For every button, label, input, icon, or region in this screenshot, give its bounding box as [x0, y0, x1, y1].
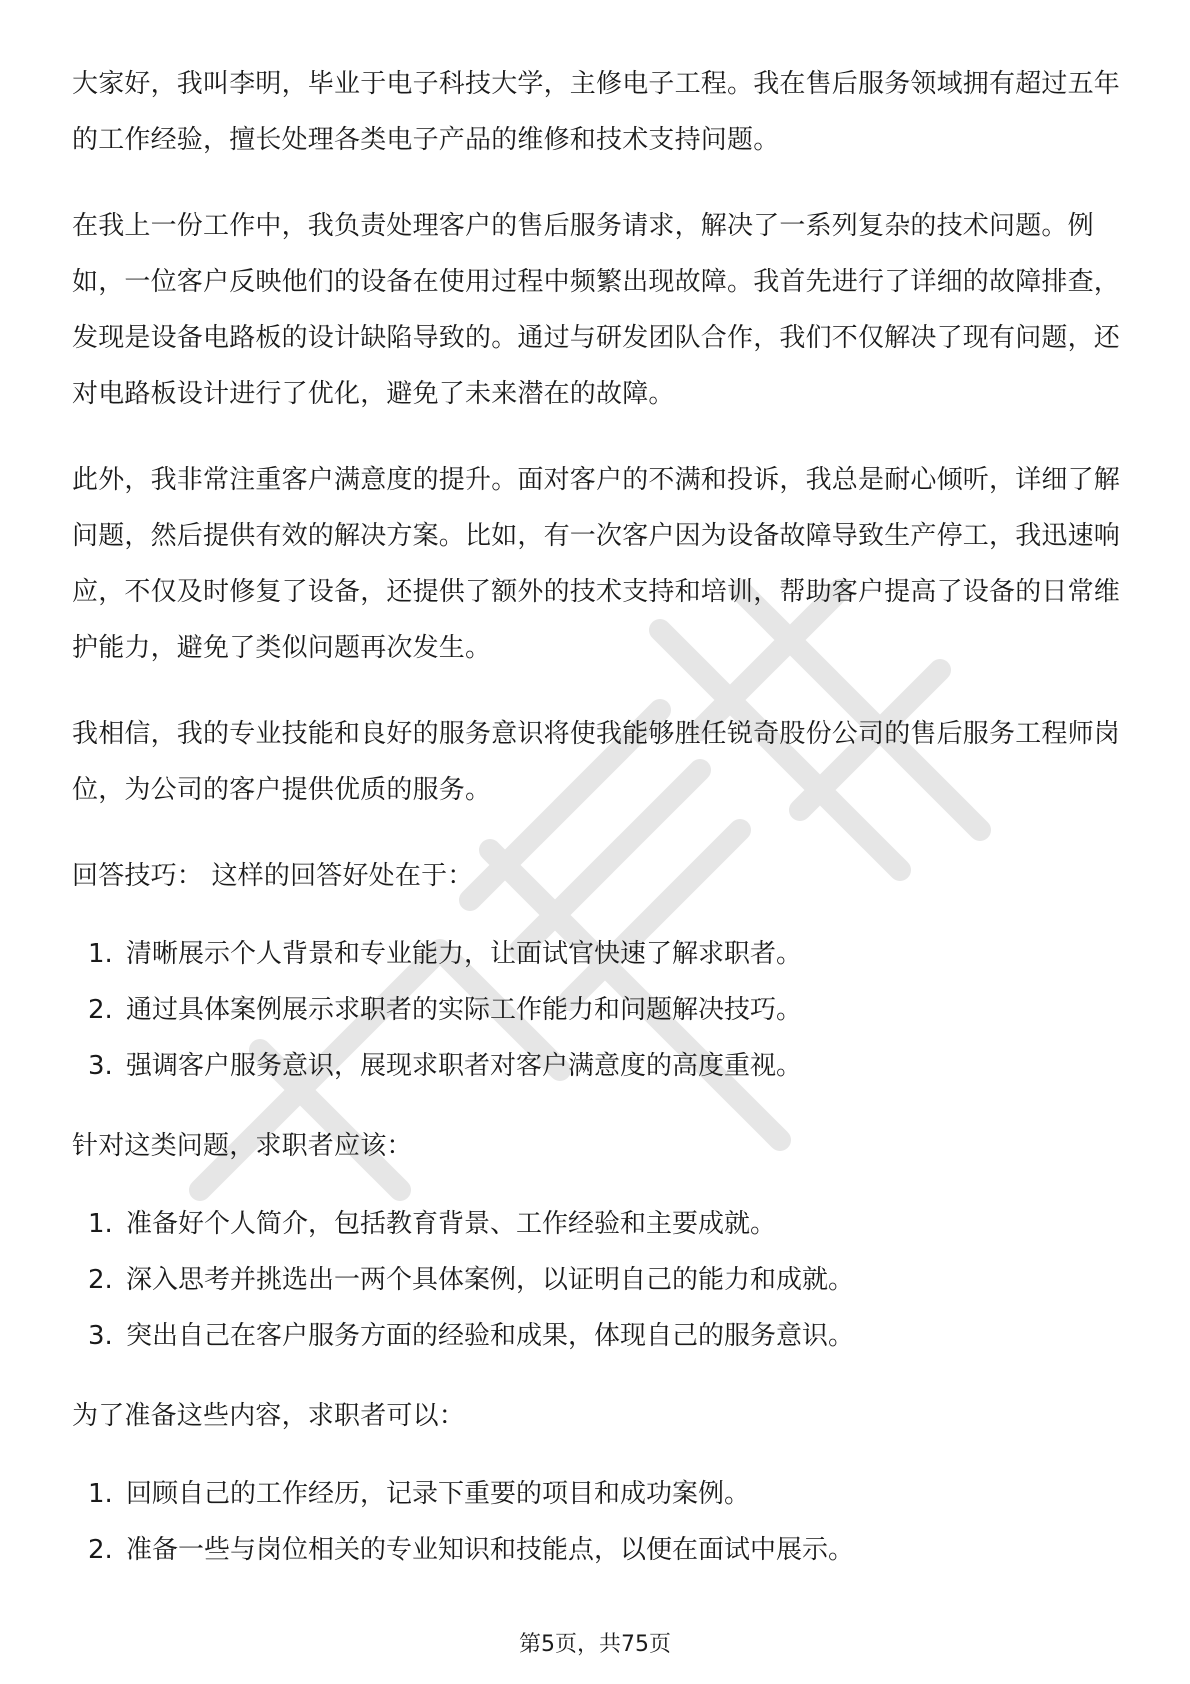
list-number: 1.: [88, 1209, 113, 1239]
list-text: 准备一些与岗位相关的专业知识和技能点，以便在面试中展示。: [126, 1535, 855, 1565]
list-number: 3.: [88, 1321, 113, 1351]
list-text: 回顾自己的工作经历，记录下重要的项目和成功案例。: [126, 1479, 751, 1509]
list-text: 清晰展示个人背景和专业能力，让面试官快速了解求职者。: [126, 939, 803, 969]
document-body: [72, 56, 1122, 1602]
list-number: 2.: [88, 1265, 113, 1295]
list-number: 1.: [88, 939, 113, 969]
list-item: [88, 1038, 1122, 1094]
list-number: 3.: [88, 1051, 113, 1081]
prepare-heading: 为了准备这些内容，求职者可以：: [72, 1401, 466, 1431]
list-number: 2.: [88, 995, 113, 1025]
list-text: 深入思考并挑选出一两个具体案例，以证明自己的能力和成就。: [126, 1265, 855, 1295]
paragraph-intro: 大家好，我叫李明，毕业于电子科技大学，主修电子工程。我在售后服务领域拥有超过五年的工作经验，擅长处理各类电子产品的维修和技术支持问题。: [72, 69, 1121, 155]
page-number: 第5页，共75页: [519, 1632, 671, 1657]
prepare-list: [72, 1466, 1122, 1578]
list-text: 突出自己在客户服务方面的经验和成果，体现自己的服务意识。: [126, 1321, 855, 1351]
tips-heading: 回答技巧： 这样的回答好处在于：: [72, 861, 474, 891]
list-item: [88, 982, 1122, 1038]
list-item: [88, 1466, 1122, 1522]
tips-list: [72, 926, 1122, 1094]
paragraph-satisfaction: 此外，我非常注重客户满意度的提升。面对客户的不满和投诉，我总是耐心倾听，详细了解问题，然后提供有效的解决方案。比如，有一次客户因为设备故障导致生产停工，我迅速响应，不仅及时修复了设备，还提供了额外的技术支持和培训，帮助客户提高了设备的日常维护能力，避免了类似问题再次发生。: [72, 465, 1121, 663]
paragraph-experience: 在我上一份工作中，我负责处理客户的售后服务请求，解决了一系列复杂的技术问题。例如，一位客户反映他们的设备在使用过程中频繁出现故障。我首先进行了详细的故障排查，发现是设备电路板的设计缺陷导致的。通过与研发团队合作，我们不仅解决了现有问题，还对电路板设计进行了优化，避免了未来潜在的故障。: [72, 211, 1121, 409]
should-list: [72, 1196, 1122, 1364]
paragraph-conclusion: 我相信，我的专业技能和良好的服务意识将使我能够胜任锐奇股份公司的售后服务工程师岗位，为公司的客户提供优质的服务。: [72, 719, 1121, 805]
list-number: 2.: [88, 1535, 113, 1565]
should-heading: 针对这类问题，求职者应该：: [72, 1131, 413, 1161]
list-item: [88, 926, 1122, 982]
list-item: [88, 1252, 1122, 1308]
list-number: 1.: [88, 1479, 113, 1509]
list-text: 通过具体案例展示求职者的实际工作能力和问题解决技巧。: [126, 995, 803, 1025]
list-text: 准备好个人简介，包括教育背景、工作经验和主要成就。: [126, 1209, 777, 1239]
list-item: [88, 1308, 1122, 1364]
list-item: [88, 1522, 1122, 1578]
list-item: [88, 1196, 1122, 1252]
list-text: 强调客户服务意识，展现求职者对客户满意度的高度重视。: [126, 1051, 803, 1081]
